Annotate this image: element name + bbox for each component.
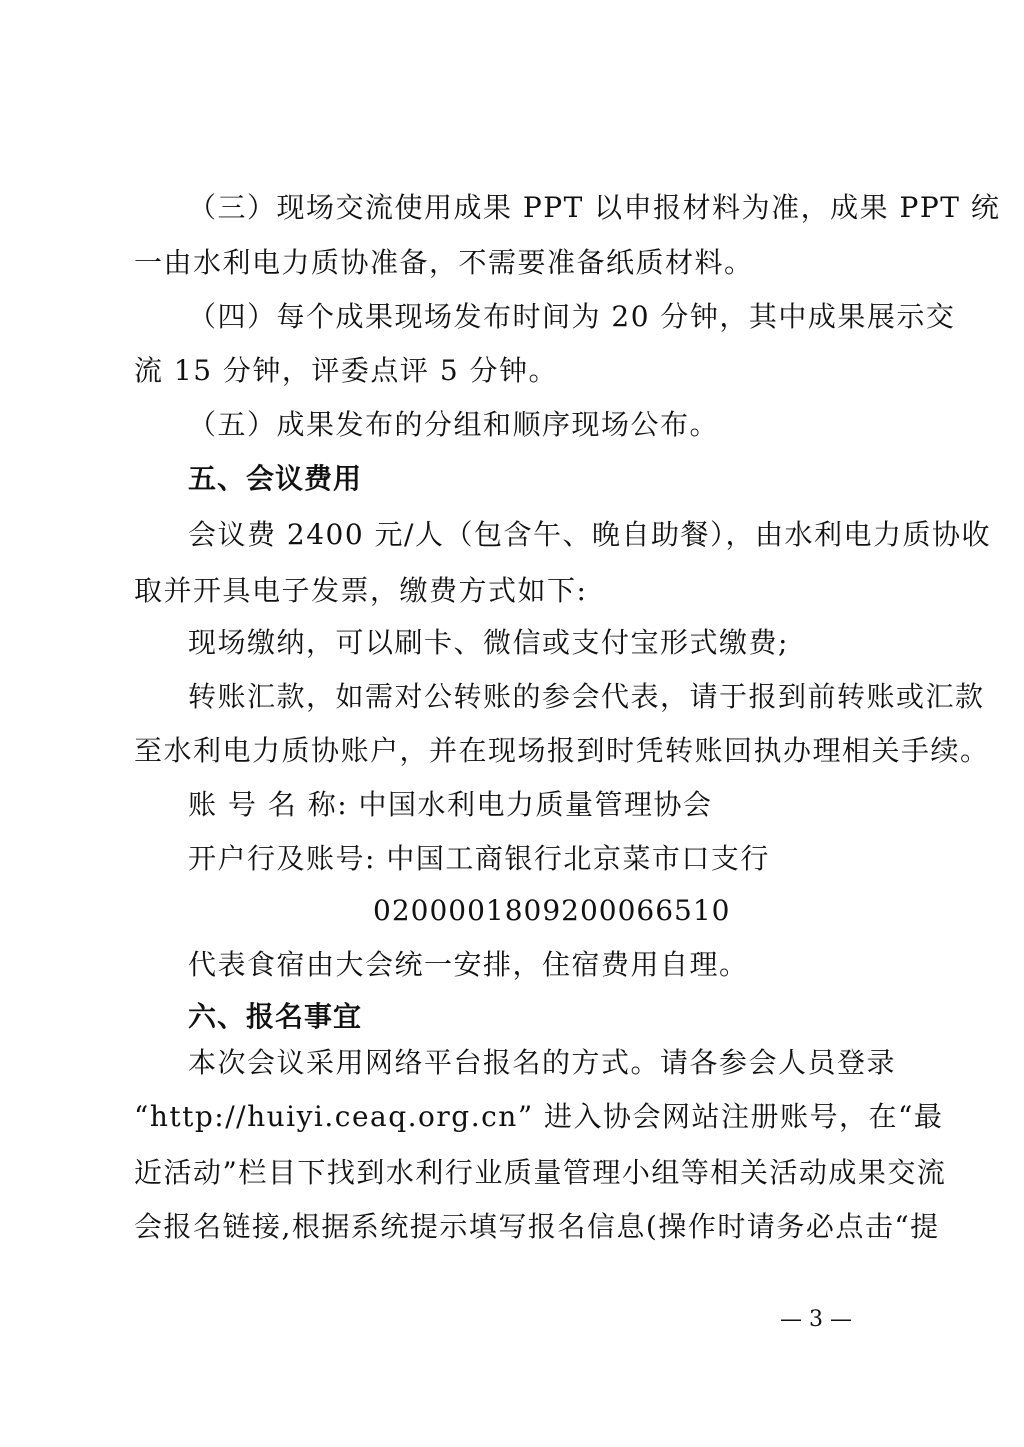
- paragraph-line: 现场缴纳，可以刷卡、微信或支付宝形式缴费;: [188, 626, 789, 659]
- paragraph-line: 会报名链接,根据系统提示填写报名信息(操作时请务必点击“提: [134, 1210, 940, 1243]
- account-number: 0200001809200066510: [373, 894, 731, 927]
- account-name-line: 账 号 名 称: 中国水利电力质量管理协会: [188, 788, 713, 821]
- section-heading: 六、报名事宜: [188, 1000, 363, 1033]
- paragraph-line: 至水利电力质协账户，并在现场报到时凭转账回执办理相关手续。: [134, 734, 990, 767]
- paragraph-line: “http://huiyi.ceaq.org.cn” 进入协会网站注册账号，在“最: [134, 1100, 944, 1133]
- page-number: — 3 —: [780, 1307, 852, 1332]
- paragraph-line: （四）每个成果现场发布时间为 20 分钟，其中成果展示交: [188, 300, 956, 333]
- paragraph-line: 本次会议采用网络平台报名的方式。请各参会人员登录: [188, 1046, 897, 1079]
- paragraph-line: 流 15 分钟，评委点评 5 分钟。: [134, 354, 559, 387]
- paragraph-line: 会议费 2400 元/人（包含午、晚自助餐），由水利电力质协收: [188, 518, 991, 551]
- bank-line: 开户行及账号: 中国工商银行北京菜市口支行: [188, 842, 770, 875]
- paragraph-line: 一由水利电力质协准备，不需要准备纸质材料。: [134, 246, 754, 279]
- section-heading: 五、会议费用: [188, 462, 363, 495]
- paragraph-line: 取并开具电子发票，缴费方式如下:: [134, 574, 588, 607]
- paragraph-line: 代表食宿由大会统一安排，住宿费用自理。: [188, 948, 749, 981]
- paragraph-line: （三）现场交流使用成果 PPT 以申报材料为准，成果 PPT 统: [188, 191, 1001, 224]
- paragraph-line: 近活动”栏目下找到水利行业质量管理小组等相关活动成果交流: [134, 1156, 947, 1189]
- paragraph-line: （五）成果发布的分组和顺序现场公布。: [188, 408, 720, 441]
- paragraph-line: 转账汇款，如需对公转账的参会代表，请于报到前转账或汇款: [188, 680, 985, 713]
